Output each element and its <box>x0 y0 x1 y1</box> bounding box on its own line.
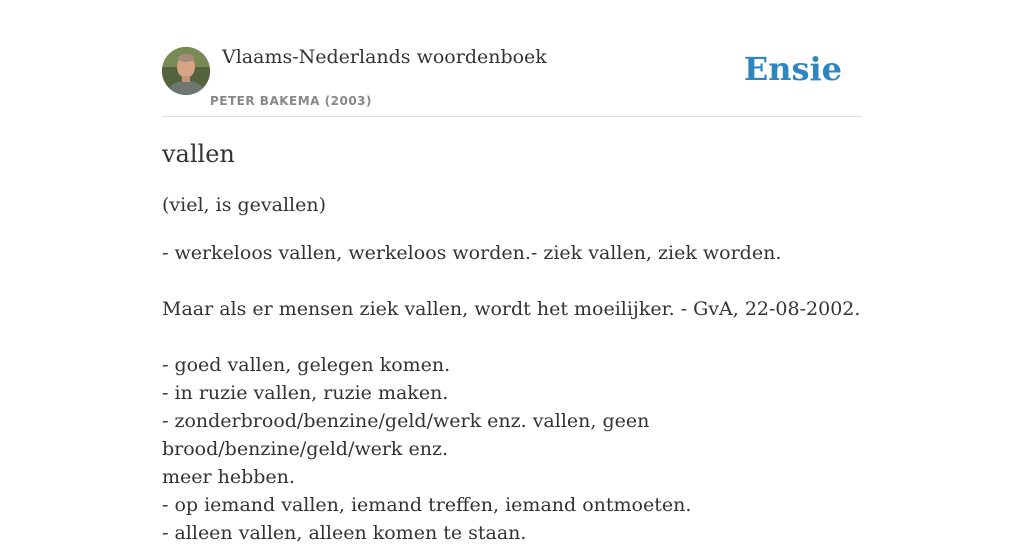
definition-line: - alleen vallen, alleen komen te staan. <box>162 522 527 544</box>
headword: vallen <box>162 140 235 168</box>
definition-line: - in ruzie vallen, ruzie maken. <box>162 382 449 404</box>
definition-spacer <box>162 323 862 351</box>
definition-body <box>162 239 862 547</box>
dictionary-title[interactable]: Vlaams-Nederlands woordenboek <box>222 46 547 68</box>
entry-header <box>162 0 862 117</box>
author-name[interactable]: PETER BAKEMA (2003) <box>210 94 372 108</box>
definition-line: meer hebben. <box>162 466 295 488</box>
author-photo-icon <box>162 47 210 95</box>
grammar-forms: (viel, is gevallen) <box>162 194 327 216</box>
definition-line: - op iemand vallen, iemand treffen, iemand ontmoeten. <box>162 494 692 516</box>
definition-line: Maar als er mensen ziek vallen, wordt het moeilijker. - GvA, 22-08-2002. <box>162 298 861 320</box>
page <box>162 0 862 544</box>
ensie-logo[interactable]: Ensie <box>743 50 842 88</box>
definition-spacer <box>162 267 862 295</box>
author-avatar[interactable] <box>162 47 210 95</box>
definition-line: - zonderbrood/benzine/geld/werk enz. vallen, geen brood/benzine/geld/werk enz. <box>162 410 650 460</box>
definition-line: - goed vallen, gelegen komen. <box>162 354 451 376</box>
definition-line: - werkeloos vallen, werkeloos worden.- ziek vallen, ziek worden. <box>162 242 782 264</box>
